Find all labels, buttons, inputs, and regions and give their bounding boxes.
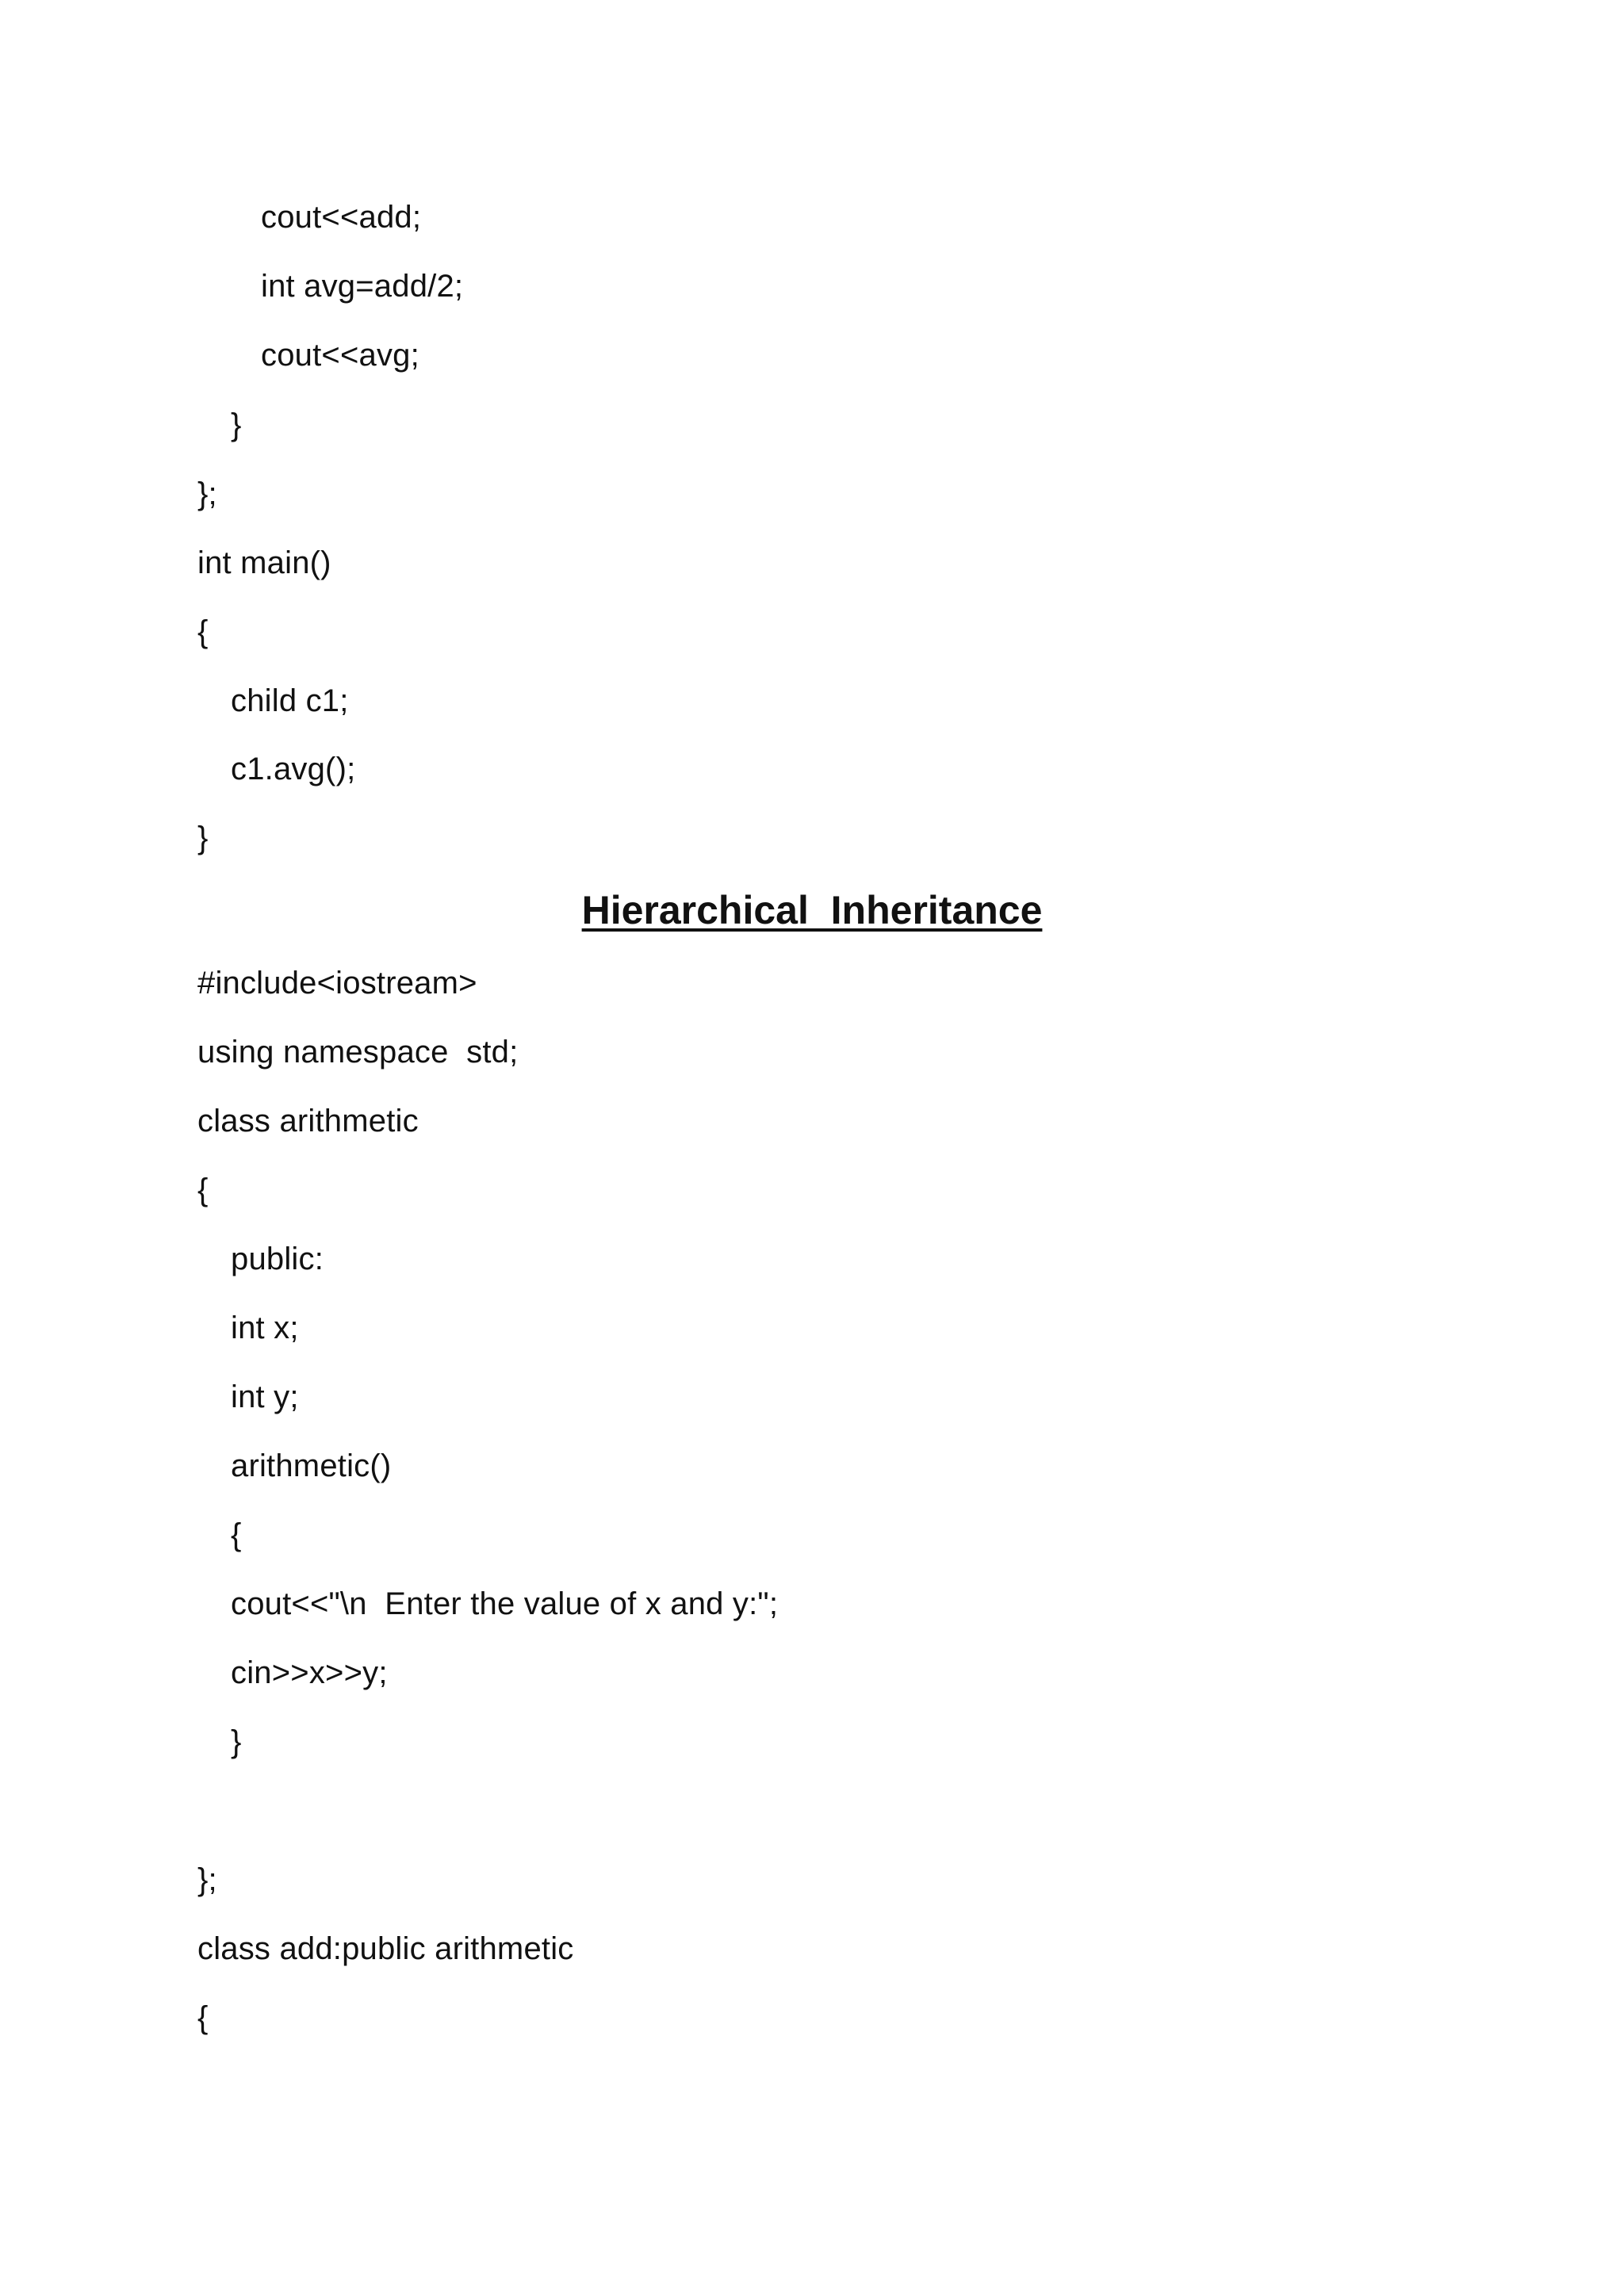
code-line: cout<<"\n Enter the value of x and y:"; <box>231 1586 779 1621</box>
code-line: { <box>197 614 209 649</box>
code-line: child c1; <box>231 683 349 718</box>
code-line: class arithmetic <box>197 1104 419 1138</box>
code-line: int main() <box>197 545 331 580</box>
code-line: cin>>x>>y; <box>231 1655 388 1690</box>
code-line: { <box>197 1173 209 1207</box>
code-line: { <box>231 1517 242 1552</box>
code-line: c1.avg(); <box>231 752 356 786</box>
code-line: cout<<add; <box>261 200 422 235</box>
code-line: int avg=add/2; <box>261 269 464 304</box>
code-line: } <box>231 408 242 442</box>
code-line: } <box>231 1724 242 1759</box>
section-title: Hierarchical Inheritance <box>581 888 1043 932</box>
code-line: public: <box>231 1242 324 1276</box>
code-line: arithmetic() <box>231 1448 392 1483</box>
code-line: cout<<avg; <box>261 338 419 373</box>
code-line: }; <box>197 1862 217 1897</box>
code-line: using namespace std; <box>197 1035 519 1070</box>
code-line: #include<iostream> <box>197 966 477 1001</box>
code-line: int y; <box>231 1380 299 1414</box>
code-line: }; <box>197 476 217 511</box>
code-line: class add:public arithmetic <box>197 1931 574 1966</box>
code-line: } <box>197 821 209 855</box>
code-line: int x; <box>231 1311 299 1345</box>
code-line: { <box>197 2000 209 2035</box>
